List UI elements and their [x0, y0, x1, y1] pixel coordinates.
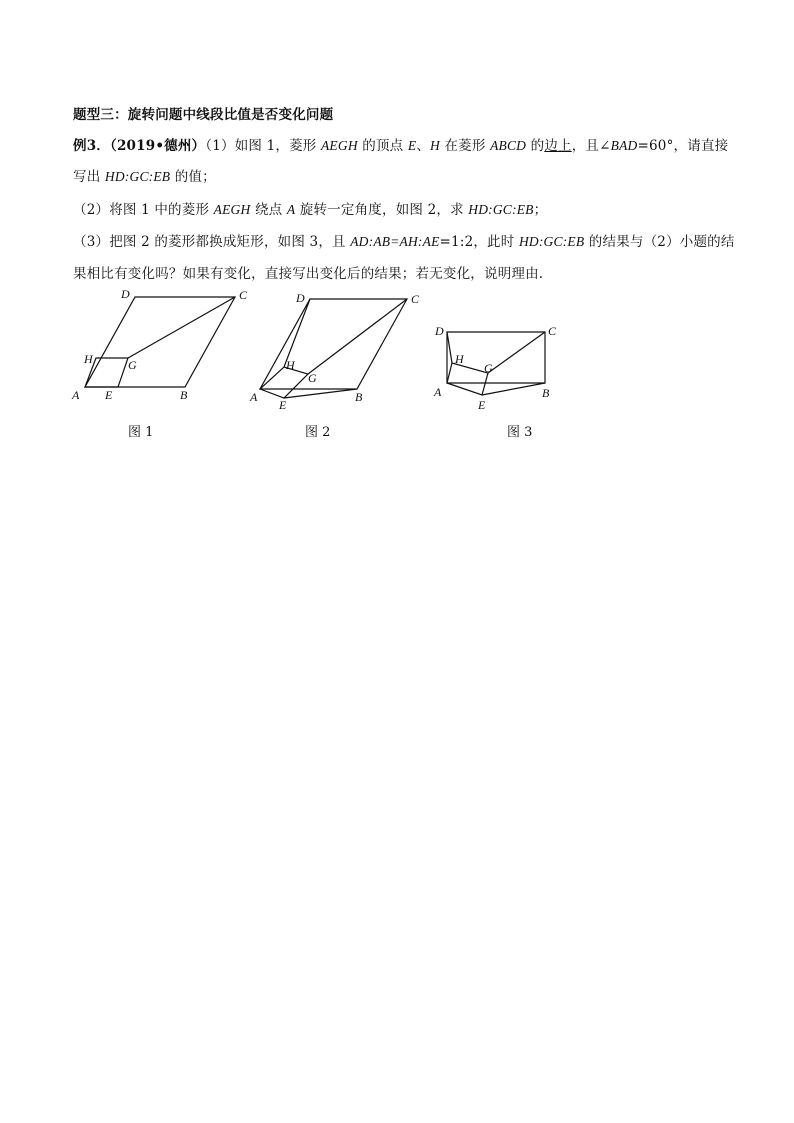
- label-c: C: [239, 288, 248, 302]
- label-a: A: [434, 385, 442, 399]
- figure-2-diagram: [244, 285, 434, 415]
- text: 的值；: [170, 169, 216, 185]
- label-d: D: [121, 287, 130, 301]
- problem-line-5: [73, 262, 543, 282]
- text: （2）将图 1 中的菱形: [73, 202, 214, 218]
- label-c: C: [411, 292, 420, 306]
- section-title: 题型三：旋转问题中线段比值是否变化问题: [73, 107, 334, 123]
- text: ；: [533, 202, 548, 218]
- text: 绕点: [250, 202, 287, 218]
- text: 的顶点: [357, 138, 408, 154]
- label-e: E: [478, 398, 486, 412]
- label-b: B: [542, 386, 550, 400]
- math: AEGH: [213, 202, 251, 217]
- figure-3-diagram: [428, 285, 568, 415]
- label-d: D: [435, 324, 444, 338]
- text: （1）如图 1，菱形: [205, 138, 321, 154]
- math: H: [430, 138, 440, 153]
- label-h: H: [286, 358, 295, 372]
- segment-hd: [284, 299, 310, 367]
- label-g: G: [308, 371, 317, 385]
- label-a: A: [72, 388, 80, 402]
- math: AD:AB=AH:AE: [350, 234, 440, 249]
- problem-line-1: [73, 134, 728, 154]
- label-c: C: [548, 324, 557, 338]
- rhombus-abcd: [260, 299, 407, 389]
- label-d: D: [296, 291, 305, 305]
- text: =1:2，此时: [439, 234, 519, 250]
- text: ，且∠: [571, 138, 611, 154]
- rhombus-aegh: [260, 367, 308, 398]
- figure-3-caption: 图 3: [507, 425, 533, 440]
- label-b: B: [180, 388, 188, 402]
- math: A: [286, 202, 296, 217]
- math: BAD: [610, 138, 638, 153]
- label-g: G: [128, 358, 137, 372]
- text: 果相比有变化吗？如果有变化，直接写出变化后的结果；若无变化，说明理由.: [73, 266, 544, 282]
- segment-eb: [284, 389, 357, 398]
- segment-eb: [482, 383, 545, 395]
- text: 、: [416, 138, 431, 154]
- figure-1-diagram: [68, 285, 258, 405]
- label-h: H: [455, 352, 464, 366]
- label-e: E: [105, 388, 113, 402]
- text: （3）把图 2 的菱形都换成矩形，如图 3，且: [73, 234, 351, 250]
- segment-gc: [488, 332, 545, 373]
- math: HD:GC:EB: [104, 169, 171, 184]
- segment-gc: [128, 297, 235, 358]
- problem-line-2: [73, 165, 216, 185]
- problem-line-3: [73, 198, 547, 218]
- label-g: G: [484, 361, 493, 375]
- math: E: [407, 138, 417, 153]
- example-label: 例3．: [73, 138, 110, 154]
- figure-2-caption: 图 2: [305, 425, 331, 440]
- math: AEGH: [320, 138, 358, 153]
- math: HD:GC:EB: [468, 202, 534, 217]
- underlined-text: 边上: [544, 138, 572, 154]
- text: 在菱形: [439, 138, 491, 154]
- text: 旋转一定角度，如图 2，求: [295, 202, 469, 218]
- text: =60°，请直接: [637, 138, 729, 154]
- segment-hd: [447, 332, 452, 363]
- math: ABCD: [490, 138, 527, 153]
- text: 的结果与（2）小题的结: [584, 234, 735, 250]
- label-e: E: [279, 398, 287, 412]
- example-source: （2019•德州）: [110, 138, 206, 154]
- math: HD:GC:EB: [518, 234, 585, 249]
- text: 写出: [73, 169, 105, 185]
- problem-line-4: [73, 230, 735, 250]
- label-b: B: [355, 390, 363, 404]
- rectangle-aegh: [447, 363, 488, 395]
- segment-gc: [308, 299, 407, 374]
- label-h: H: [84, 352, 93, 366]
- figure-1-caption: 图 1: [128, 425, 154, 440]
- label-a: A: [250, 390, 258, 404]
- text: 的: [526, 138, 545, 154]
